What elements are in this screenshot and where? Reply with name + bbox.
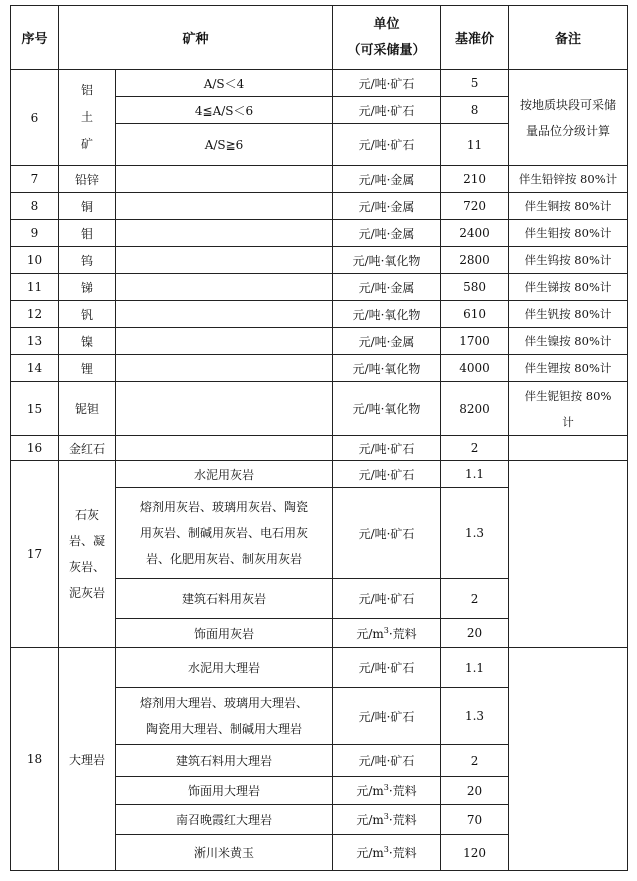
table-row <box>11 220 628 247</box>
sub-type-cell: 建筑石料用灰岩 <box>116 579 333 619</box>
unit-cell: 元/吨·矿石 <box>333 436 441 461</box>
header-mineral: 矿种 <box>59 6 333 70</box>
unit-cell: 元/吨·矿石 <box>333 124 441 166</box>
seq-cell: 12 <box>11 301 59 328</box>
price-cell: 11 <box>441 124 509 166</box>
remark-cell <box>509 70 628 166</box>
remark-cell <box>509 648 628 871</box>
sub-type-cell <box>116 488 333 579</box>
remark-cell: 伴生钨按 80%计 <box>509 247 628 274</box>
sub-type-cell: 建筑石料用大理岩 <box>116 745 333 777</box>
remark-cell: 伴生锂按 80%计 <box>509 355 628 382</box>
remark-line: 计 <box>562 414 574 429</box>
sub-type-line: 熔剂用大理岩、玻璃用大理岩、 <box>140 696 309 710</box>
sub-type-cell <box>116 382 333 436</box>
remark-line: 量品位分级计算 <box>526 123 611 138</box>
table-row <box>11 461 628 488</box>
mineral-name-cell: 锑 <box>59 274 116 301</box>
sub-type-cell: 南召晚霞红大理岩 <box>116 805 333 835</box>
seq-cell: 15 <box>11 382 59 436</box>
unit-text: 元/m <box>356 813 384 827</box>
unit-cell: 元/吨·金属 <box>333 220 441 247</box>
seq-cell: 7 <box>11 166 59 193</box>
price-cell: 2400 <box>441 220 509 247</box>
table-row <box>11 436 628 461</box>
mineral-name-cell: 镍 <box>59 328 116 355</box>
seq-cell: 10 <box>11 247 59 274</box>
mineral-name-char: 铝 <box>80 83 93 97</box>
sub-type-cell <box>116 274 333 301</box>
unit-text: 元/m <box>356 626 384 641</box>
mineral-name-cell: 钒 <box>59 301 116 328</box>
sub-type-cell <box>116 247 333 274</box>
table-row <box>11 166 628 193</box>
price-cell: 5 <box>441 70 509 97</box>
mineral-name-char: 矿 <box>80 137 93 151</box>
sub-type-cell: 水泥用大理岩 <box>116 648 333 688</box>
sub-type-cell <box>116 166 333 193</box>
unit-cell: 元/吨·矿石 <box>333 97 441 124</box>
header-price: 基准价 <box>441 6 509 70</box>
unit-superscript: 3 <box>383 845 389 854</box>
price-cell: 1.1 <box>441 648 509 688</box>
unit-text: ·荒料 <box>388 846 417 860</box>
price-cell: 120 <box>441 835 509 871</box>
unit-superscript: 3 <box>383 625 389 635</box>
seq-cell: 16 <box>11 436 59 461</box>
seq-cell: 6 <box>11 70 59 166</box>
sub-type-cell: A/S≧6 <box>116 124 333 166</box>
seq-cell: 11 <box>11 274 59 301</box>
mineral-name-cell: 锂 <box>59 355 116 382</box>
mineral-name-cell: 金红石 <box>59 436 116 461</box>
table-row <box>11 648 628 688</box>
unit-cell: 元/吨·氧化物 <box>333 247 441 274</box>
unit-cell: 元/吨·金属 <box>333 328 441 355</box>
price-cell: 720 <box>441 193 509 220</box>
unit-cell <box>333 805 441 835</box>
sub-type-cell: 饰面用灰岩 <box>116 619 333 648</box>
mineral-name-cell: 大理岩 <box>59 648 116 871</box>
sub-type-line: 用灰岩、制碱用灰岩、电石用灰 <box>140 526 309 540</box>
mineral-name-line: 泥灰岩 <box>68 586 105 600</box>
sub-type-cell: 4≦A/S＜6 <box>116 97 333 124</box>
sub-type-line: 岩、化肥用灰岩、制灰用灰岩 <box>146 552 303 566</box>
table-row <box>11 301 628 328</box>
unit-cell: 元/吨·金属 <box>333 166 441 193</box>
mineral-name-line: 岩、凝 <box>68 534 105 548</box>
unit-cell: 元/吨·矿石 <box>333 488 441 579</box>
price-cell: 2 <box>441 745 509 777</box>
remark-cell: 伴生镍按 80%计 <box>509 328 628 355</box>
remark-cell: 伴生钼按 80%计 <box>509 220 628 247</box>
mineral-name-cell: 钨 <box>59 247 116 274</box>
price-cell: 1.1 <box>441 461 509 488</box>
table-row <box>11 193 628 220</box>
sub-type-cell: A/S＜4 <box>116 70 333 97</box>
unit-cell: 元/吨·金属 <box>333 274 441 301</box>
table-row <box>11 328 628 355</box>
seq-cell: 13 <box>11 328 59 355</box>
unit-cell <box>333 835 441 871</box>
table-row <box>11 247 628 274</box>
mineral-name-cell: 钼 <box>59 220 116 247</box>
price-cell: 20 <box>441 619 509 648</box>
mineral-name-cell <box>59 70 116 166</box>
mineral-name-line: 灰岩、 <box>68 560 105 574</box>
mineral-name-char: 土 <box>80 110 93 124</box>
price-cell: 1.3 <box>441 488 509 579</box>
table-row <box>11 382 628 436</box>
unit-superscript: 3 <box>383 783 389 792</box>
remark-cell: 伴生钒按 80%计 <box>509 301 628 328</box>
unit-cell: 元/吨·氧化物 <box>333 301 441 328</box>
remark-cell: 伴生铜按 80%计 <box>509 193 628 220</box>
sub-type-cell: 水泥用灰岩 <box>116 461 333 488</box>
unit-cell: 元/吨·矿石 <box>333 648 441 688</box>
unit-superscript: 3 <box>383 812 389 821</box>
remark-line: 伴生铌钽按 80% <box>524 388 612 403</box>
table-header-row <box>11 6 628 70</box>
price-cell: 2 <box>441 579 509 619</box>
price-cell: 580 <box>441 274 509 301</box>
unit-cell <box>333 777 441 805</box>
unit-cell: 元/吨·矿石 <box>333 461 441 488</box>
unit-cell: 元/吨·矿石 <box>333 688 441 745</box>
price-cell: 210 <box>441 166 509 193</box>
price-cell: 1.3 <box>441 688 509 745</box>
unit-cell: 元/吨·金属 <box>333 193 441 220</box>
sub-type-line: 熔剂用灰岩、玻璃用灰岩、陶瓷 <box>140 500 309 514</box>
remark-cell: 伴生铅锌按 80%计 <box>509 166 628 193</box>
mineral-name-cell: 铅锌 <box>59 166 116 193</box>
remark-cell <box>509 436 628 461</box>
sub-type-cell <box>116 355 333 382</box>
remark-line: 按地质块段可采储 <box>520 97 617 112</box>
seq-cell: 14 <box>11 355 59 382</box>
unit-cell: 元/吨·氧化物 <box>333 382 441 436</box>
seq-cell: 17 <box>11 461 59 648</box>
unit-text: ·荒料 <box>388 813 417 827</box>
header-unit <box>333 6 441 70</box>
sub-type-cell <box>116 193 333 220</box>
sub-type-cell <box>116 220 333 247</box>
sub-type-cell <box>116 328 333 355</box>
price-cell: 610 <box>441 301 509 328</box>
mineral-name-cell: 铜 <box>59 193 116 220</box>
remark-cell: 伴生锑按 80%计 <box>509 274 628 301</box>
unit-text: ·荒料 <box>388 626 417 641</box>
unit-text: ·荒料 <box>388 784 417 798</box>
remark-cell <box>509 461 628 648</box>
sub-type-cell <box>116 688 333 745</box>
price-cell: 8 <box>441 97 509 124</box>
unit-cell: 元/吨·矿石 <box>333 70 441 97</box>
sub-type-cell: 淅川米黄玉 <box>116 835 333 871</box>
seq-cell: 18 <box>11 648 59 871</box>
mineral-name-line: 石灰 <box>74 508 99 522</box>
unit-cell: 元/吨·矿石 <box>333 579 441 619</box>
mineral-price-table <box>10 5 628 871</box>
header-remark: 备注 <box>509 6 628 70</box>
price-cell: 70 <box>441 805 509 835</box>
seq-cell: 9 <box>11 220 59 247</box>
sub-type-line: 陶瓷用大理岩、制碱用大理岩 <box>146 722 303 736</box>
price-cell: 1700 <box>441 328 509 355</box>
price-cell: 8200 <box>441 382 509 436</box>
unit-cell <box>333 619 441 648</box>
unit-text: 元/m <box>356 784 384 798</box>
unit-cell: 元/吨·氧化物 <box>333 355 441 382</box>
mineral-name-cell <box>59 461 116 648</box>
unit-text: 元/m <box>356 846 384 860</box>
mineral-name-cell: 铌钽 <box>59 382 116 436</box>
price-cell: 4000 <box>441 355 509 382</box>
header-unit-line1: 单位 <box>373 16 400 32</box>
sub-type-cell <box>116 301 333 328</box>
price-cell: 2 <box>441 436 509 461</box>
table-row <box>11 355 628 382</box>
table-row <box>11 70 628 97</box>
sub-type-cell <box>116 436 333 461</box>
remark-cell <box>509 382 628 436</box>
sub-type-cell: 饰面用大理岩 <box>116 777 333 805</box>
table-row <box>11 274 628 301</box>
price-cell: 2800 <box>441 247 509 274</box>
price-cell: 20 <box>441 777 509 805</box>
unit-cell: 元/吨·矿石 <box>333 745 441 777</box>
seq-cell: 8 <box>11 193 59 220</box>
header-unit-line2: （可采储量） <box>347 42 426 58</box>
header-seq: 序号 <box>11 6 59 70</box>
